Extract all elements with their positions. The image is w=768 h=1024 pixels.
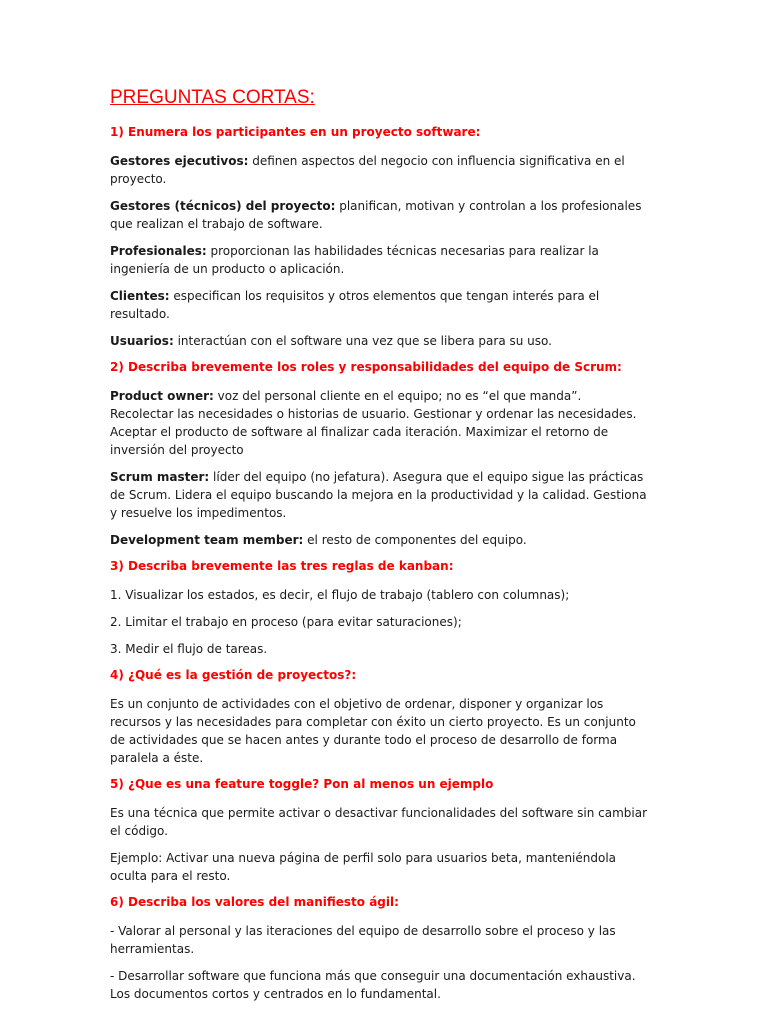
paragraph	[110, 332, 648, 350]
paragraph-text: definen aspectos del negocio con influencia significativa en el proyecto.	[110, 154, 625, 186]
page-title: PREGUNTAS CORTAS:	[110, 87, 315, 108]
section-2	[110, 359, 648, 549]
question-3: 3) Describa brevemente las tres reglas de kanban:	[110, 559, 454, 573]
paragraph	[110, 468, 648, 522]
paragraph	[110, 197, 648, 233]
question-1: 1) Enumera los participantes en un proyecto software:	[110, 125, 481, 139]
paragraph-text: planifican, motivan y controlan a los profesionales que realizan el trabajo de software.	[110, 199, 642, 231]
question-4: 4) ¿Qué es la gestión de proyectos?:	[110, 668, 357, 682]
term: Scrum master:	[110, 470, 210, 484]
paragraph: 2. Limitar el trabajo en proceso (para evitar saturaciones);	[110, 615, 462, 629]
paragraph: Es un conjunto de actividades con el objetivo de ordenar, disponer y organizar los recursos y las necesidades para completar con éxito un cierto proyecto. Es un conjunto de actividades que se hacen antes y durante todo el proceso de desarrollo de forma paralela a éste.	[110, 697, 636, 765]
paragraph	[110, 531, 648, 549]
paragraph-text: líder del equipo (no jefatura). Asegura que el equipo sigue las prácticas de Scrum. Lidera el equipo buscando la mejora en la productividad y la calidad. Gestiona y resuelve los impedimentos.	[110, 470, 647, 520]
term: Gestores (técnicos) del proyecto:	[110, 199, 336, 213]
paragraph-text: voz del personal cliente en el equipo; no es “el que manda”. Recolectar las necesidades o historias de usuario. Gestionar y ordenar las necesidades. Aceptar el producto de software al finalizar cada iteración. Maximizar el retorno de inversión del proyecto	[110, 389, 637, 457]
paragraph	[110, 287, 648, 323]
paragraph: Es una técnica que permite activar o desactivar funcionalidades del software sin cambiar el código.	[110, 806, 648, 838]
section-4	[110, 667, 648, 767]
term: Profesionales:	[110, 244, 207, 258]
paragraph: - Desarrollar software que funciona más que conseguir una documentación exhaustiva. Los documentos cortos y centrados en lo fundamental.	[110, 969, 636, 1001]
paragraph	[110, 242, 648, 278]
paragraph: - Valorar al personal y las iteraciones del equipo de desarrollo sobre el proceso y las herramientas.	[110, 924, 616, 956]
section-6	[110, 894, 648, 1003]
question-2: 2) Describa brevemente los roles y responsabilidades del equipo de Scrum:	[110, 360, 622, 374]
section-5	[110, 776, 648, 885]
section-1	[110, 124, 648, 350]
term: Product owner:	[110, 389, 214, 403]
question-5: 5) ¿Que es una feature toggle? Pon al menos un ejemplo	[110, 777, 494, 791]
term: Clientes:	[110, 289, 170, 303]
paragraph: Ejemplo: Activar una nueva página de perfil solo para usuarios beta, manteniéndola oculta para el resto.	[110, 851, 617, 883]
term: Development team member:	[110, 533, 304, 547]
term: Usuarios:	[110, 334, 174, 348]
section-3	[110, 558, 648, 658]
term: Gestores ejecutivos:	[110, 154, 249, 168]
paragraph: 3. Medir el flujo de tareas.	[110, 642, 268, 656]
paragraph-text: el resto de componentes del equipo.	[303, 533, 527, 547]
paragraph-text: especifican los requisitos y otros elementos que tengan interés para el resultado.	[110, 289, 600, 321]
paragraph	[110, 152, 648, 188]
question-6: 6) Describa los valores del manifiesto ágil:	[110, 895, 399, 909]
paragraph-text: interactúan con el software una vez que se libera para su uso.	[173, 334, 552, 348]
paragraph	[110, 387, 648, 459]
paragraph-text: proporcionan las habilidades técnicas necesarias para realizar la ingeniería de un producto o aplicación.	[110, 244, 599, 276]
paragraph: 1. Visualizar los estados, es decir, el flujo de trabajo (tablero con columnas);	[110, 588, 570, 602]
